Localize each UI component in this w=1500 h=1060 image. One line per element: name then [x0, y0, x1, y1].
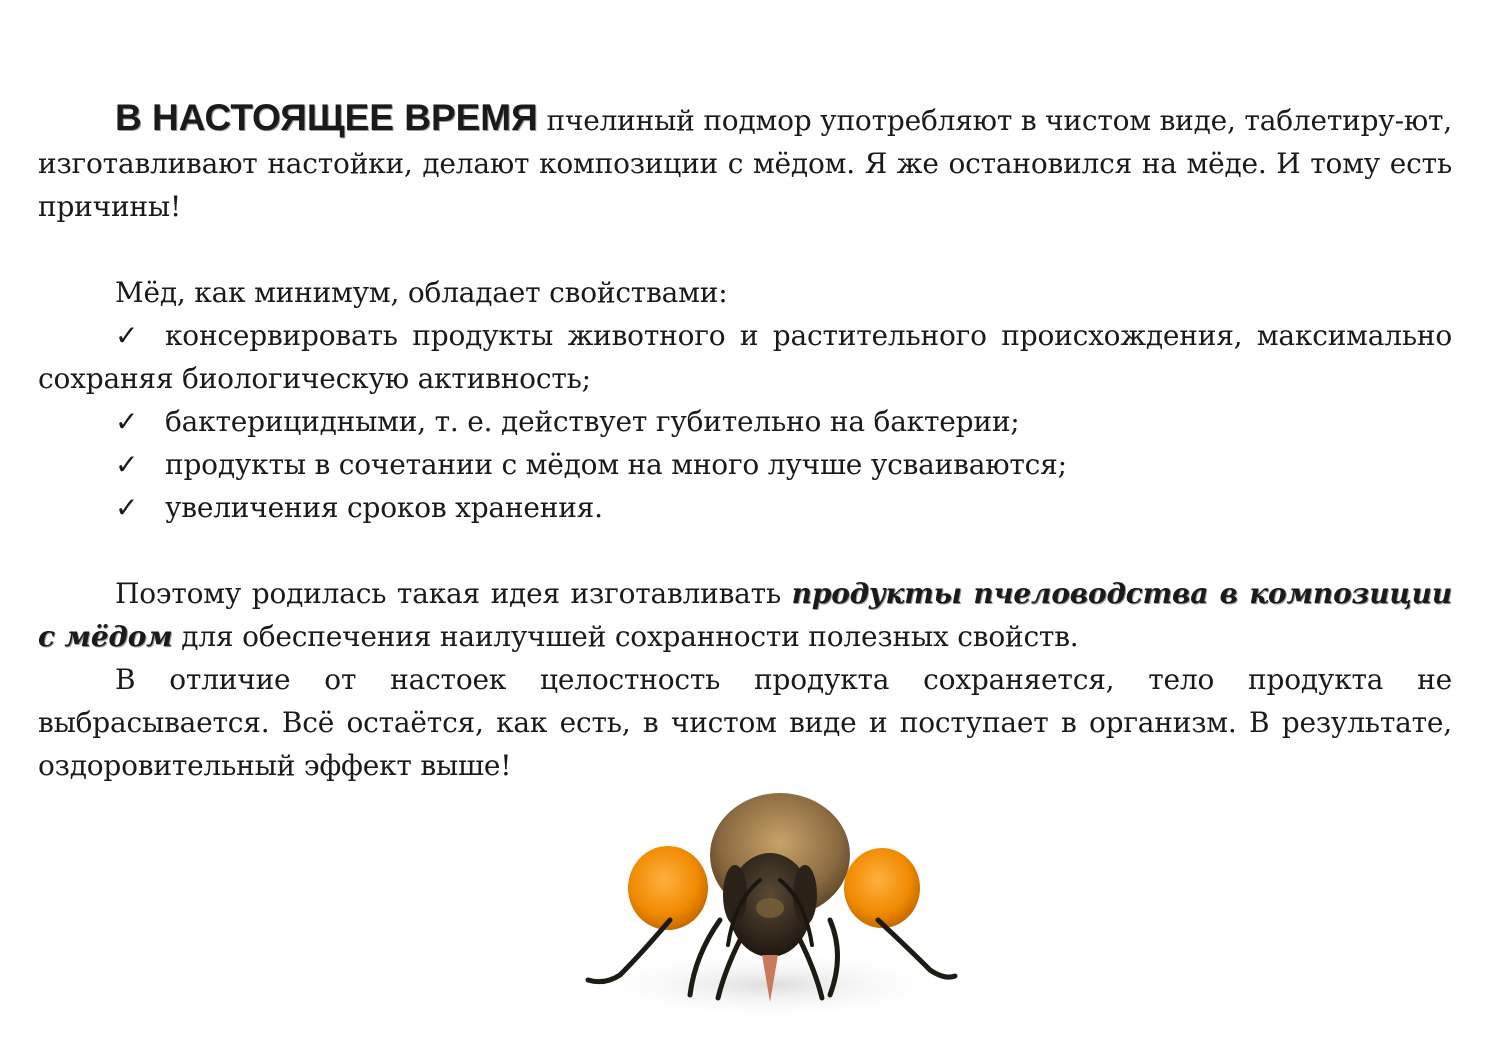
spacer [38, 228, 1452, 271]
paragraph-conclusion: В отличие от настоек целостность продукта сохраняется, тело продукта не выбрасывается. Всё остаётся, как есть, в чистом виде и поступает в организм. В результате, оздоровительный эффект выше! [38, 663, 1452, 782]
paragraph-idea-before: Поэтому родилась такая идея изготавливать [115, 577, 792, 610]
spacer [38, 529, 1452, 572]
list-item-text: бактерицидными, т. е. действует губительно на бактерии; [165, 405, 1020, 438]
list-item [38, 400, 1452, 443]
document-body [38, 96, 1452, 787]
paragraph-intro-text: пчелиный подмор употребляют в чистом виде, таблетиру-ют, изготавливают настойки, делают композиции с мёдом. Я же остановился на мёде. И тому есть причины! [38, 104, 1452, 223]
checkmark-icon: ✓ [115, 405, 139, 438]
list-item-text: консервировать продукты животного и растительного происхождения, максимально сохраняя биологическую активность; [38, 319, 1452, 395]
list-item [38, 443, 1452, 486]
checkmark-icon: ✓ [115, 491, 139, 524]
lead-heading: В НАСТОЯЩЕЕ ВРЕМЯ [115, 97, 538, 138]
list-item [38, 314, 1452, 400]
checkmark-icon: ✓ [115, 319, 139, 352]
paragraph-idea [38, 572, 1452, 658]
list-item-text: продукты в сочетании с мёдом на много лучше усваиваются; [165, 448, 1067, 481]
emphasis-text: продукты пчеловодства в композиции с мёдом [38, 577, 1452, 653]
bee-photo [560, 770, 980, 1040]
checkmark-icon: ✓ [115, 448, 139, 481]
bee-icon [560, 770, 980, 1040]
properties-intro: Мёд, как минимум, обладает свойствами: [115, 276, 728, 309]
paragraph-idea-after: для обеспечения наилучшей сохранности полезных свойств. [172, 620, 1079, 653]
list-item-text: увеличения сроков хранения. [165, 491, 603, 524]
paragraph-intro [38, 96, 1452, 228]
list-item [38, 486, 1452, 529]
